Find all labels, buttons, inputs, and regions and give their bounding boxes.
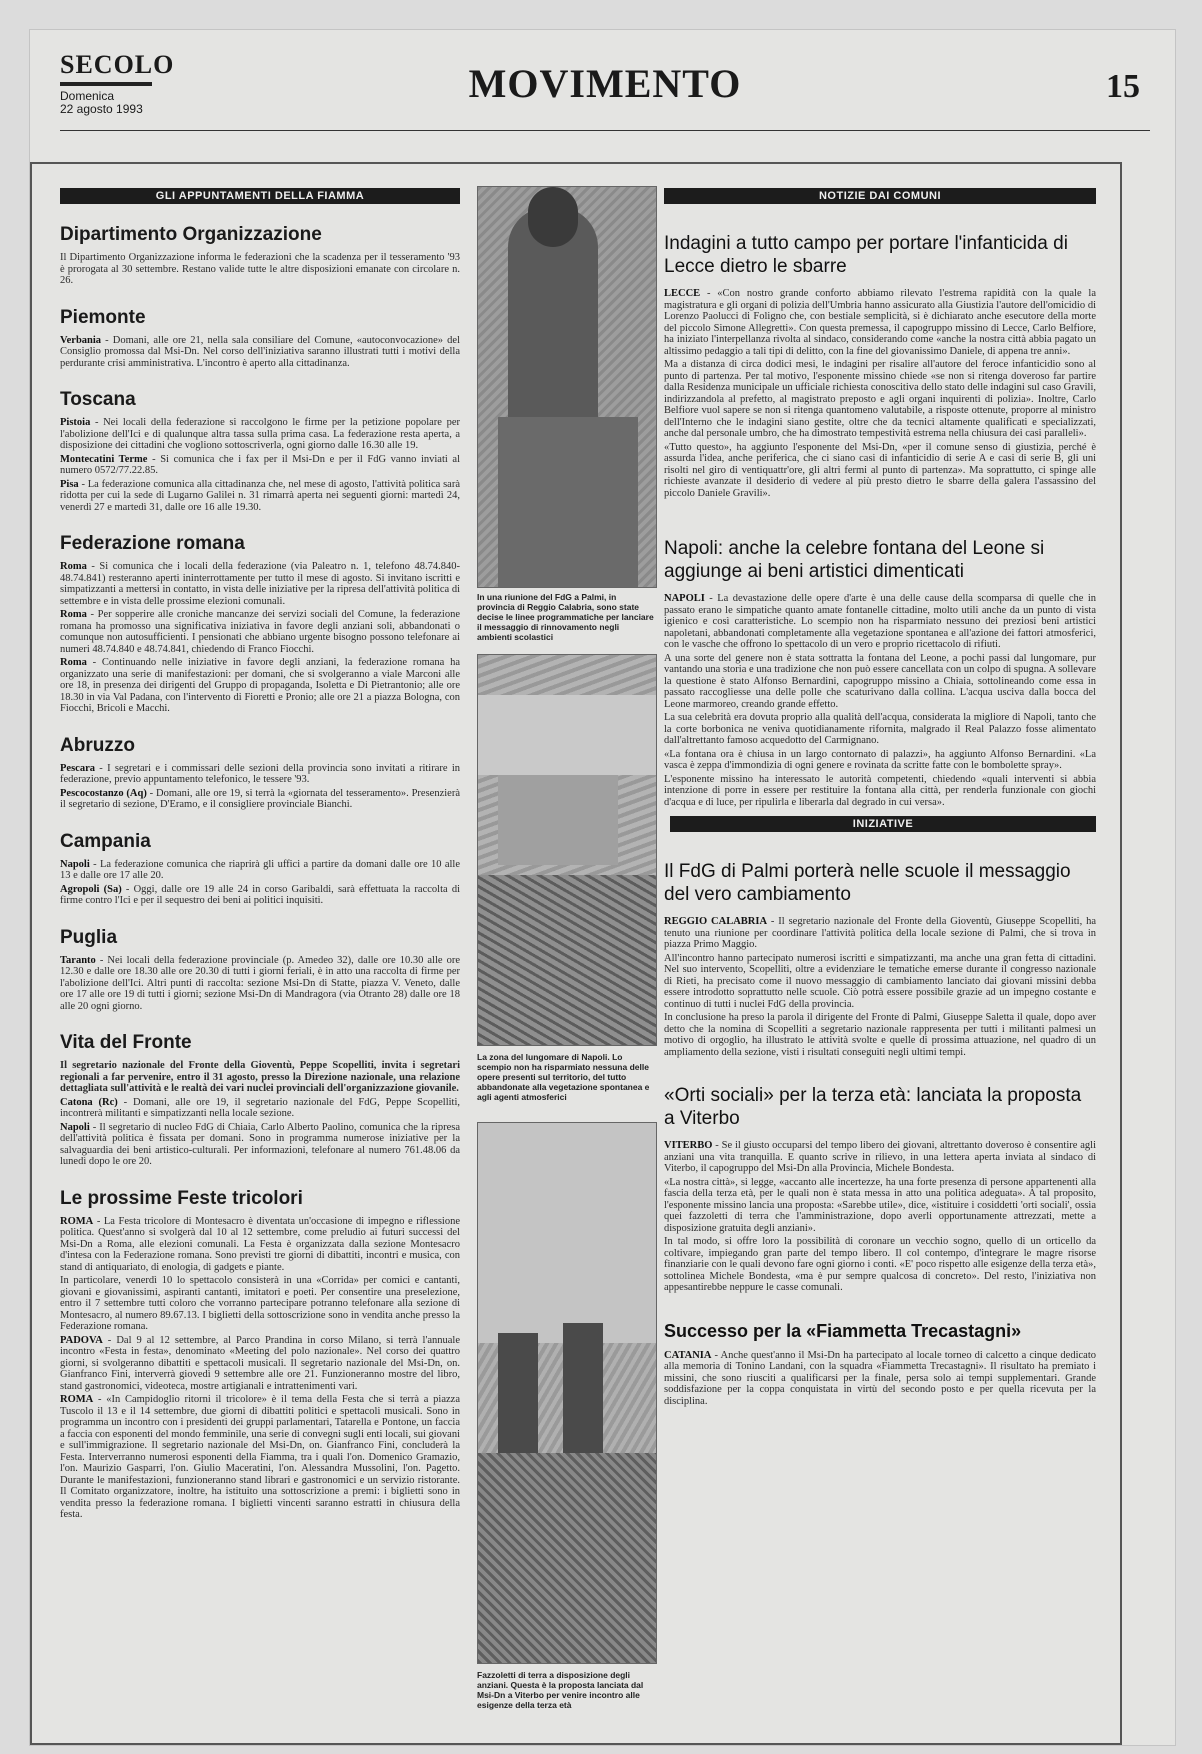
paragraph-text: - Per sopperire alle croniche mancanze dei servizi sociali del Comune, la federazione romana ha promosso una significativa iniziativa in favore degli anziani soli, abbandonati o comunque non autosufficienti. I pensionati che abbiano urgente bisogno possono telefonare ai numeri 48.74.840 e 48.74.841, chiedendo di Franco Fiocchi. <box>60 609 460 655</box>
region-heading: Piemonte <box>60 306 146 328</box>
issue-date-value: 22 agosto 1993 <box>60 102 143 116</box>
article-paragraph <box>664 1236 1096 1294</box>
paragraph-lead: NAPOLI <box>664 593 705 604</box>
section-title: MOVIMENTO <box>468 61 742 106</box>
paragraph-text: «La nostra città», si legge, «accanto alle incertezze, ha una forte presenza di persone appartenenti alla fascia della terza età, per le quali non è stata messa in atto una politica adeguata». A tal proposito, l'esponente missino lancia una proposta: «Sarebbe utile», dice, «istituire i cosiddetti 'orti sociali', ossia quei fazzoletti di terra che l'amministrazione, dopo averli opportunamente attrezzati, mette a disposizione gratuita degli anziani». <box>664 1176 1096 1234</box>
article-headline: Successo per la «Fiammetta Trecastagni» <box>664 1320 1022 1341</box>
region-heading: Le prossime Feste tricolori <box>60 1187 303 1209</box>
newspaper-logo: SECOLO <box>60 50 175 79</box>
paragraph-lead: VITERBO <box>664 1140 713 1151</box>
paragraph-text: - Domani, alle ore 21, nella sala consiliare del Comune, «autoconvocazione» del Consiglio promossa dal Msi-Dn. Nel corso dell'iniziativa saranno illustrati tutti i motivi della perdurante crisi amministrativa. L'incontro è aperto alla cittadinanza. <box>60 334 460 369</box>
initiative-articles <box>664 860 1096 1407</box>
article-paragraph <box>664 593 1096 651</box>
photo-palmi-meeting <box>477 186 657 588</box>
content-frame <box>30 162 1122 1745</box>
article-paragraph <box>664 1140 1096 1175</box>
paragraph-lead: Pescocostanzo (Aq) <box>60 787 147 799</box>
right-column <box>664 188 1096 1433</box>
region-heading: Toscana <box>60 389 136 410</box>
article-paragraph <box>60 252 460 287</box>
paragraph-lead: Agropoli (Sa) <box>60 883 122 895</box>
article-paragraph <box>60 1275 460 1333</box>
article-paragraph <box>60 763 460 786</box>
article-paragraph <box>664 916 1096 951</box>
article-paragraph <box>664 1177 1096 1235</box>
paragraph-text: All'incontro hanno partecipato numerosi iscritti e simpatizzanti, ma anche una gran fetta di cittadini. Nel suo intervento, Scopelliti, oltre a evidenziare le tematiche emerse durante il congresso nazionale di Rieti, ha precisato come il nuovo messaggio di cambiamento lanciato dai giovani missini debba essere introdotto soprattutto nelle scuole. Ciò potrà essere possibile grazie ad un impegno costante e continuo di tutti i nuclei FdG della provincia. <box>664 952 1096 1010</box>
caption-viterbo: Fazzoletti di terra a disposizione degli anziani. Questa è la proposta lanciata dal Msi-Dn a Viterbo per venire incontro alle esigenze della terza età <box>477 1670 644 1710</box>
paragraph-lead: CATANIA <box>664 1349 712 1361</box>
paragraph-text: In tal modo, si offre loro la possibilità di coronare un vecchio sogno, quello di un orticello da coltivare, impiegando gran parte del tempo libero. Il col contempo, d'integrare le magre risorse finanziarie con le quali devono fare ogni giorno i conti. «E' poco rispetto alle esigenze della terza età», sottolinea Michele Bondesta, «ma è pur sempre qualcosa di concreto». Del resto, l'iniziativa non appesantirebbe neppure le casse comunali. <box>664 1236 1096 1293</box>
article-paragraph <box>60 454 460 477</box>
region-heading: Campania <box>60 830 151 852</box>
paragraph-text: - Nei locali della federazione provinciale (p. Amedeo 32), dalle ore 10.30 alle ore 12.30 e dalle ore 18.30 alle ore 20.30 di tutti i giorni feriali, è in atto una raccolta di firme per l'abolizione dell'Ici. Altri punti di raccolta: sezione Msi-Dn di Statte, piazza V. Veneto, dalle ore 17 alle ore 19 di tutti i giorni; sezione Msi-Dn di Mandragora (via Otranto 28) dalle ore 18 alle 20 ogni giorno. <box>60 954 460 1012</box>
paragraph-text: Il Dipartimento Organizzazione informa le federazioni che la scadenza per il tesseramento '93 è prorogata al 30 settembre. Restano valide tutte le altre disposizioni emanate con circolare n. 26. <box>60 252 460 286</box>
article-paragraph <box>60 1335 460 1393</box>
article-paragraph <box>60 657 460 715</box>
paragraph-text: - Domani, alle ore 19, si terrà la «giornata del tesseramento». Presenzierà il segretario di sezione, D'Eramo, e il consigliere provinciale Bianchi. <box>60 787 460 810</box>
region-heading: Federazione romana <box>60 533 245 554</box>
article-paragraph <box>60 1122 460 1168</box>
paragraph-text: - Continuando nelle iniziative in favore degli anziani, la federazione romana ha organizzato una serie di manifestazioni: per domani, che si svolgeranno a viale Marconi alle ore 18, in presenza dei dirigenti del Gruppo di propaganda, Isoletta e Di Pietrantonio; alle ore 18.30 in via Val Padana, con l'intervento di Fioretti e Pronio; alle ore 21 a piazza Bologna, con Fiocchi, Bricoli e Macchi. <box>60 657 460 714</box>
article-paragraph <box>60 1216 460 1274</box>
left-column <box>60 188 460 1523</box>
paragraph-lead: PADOVA <box>60 1334 103 1346</box>
article-headline: «Orti sociali» per la terza età: lanciata la proposta a Viterbo <box>664 1085 1082 1129</box>
paragraph-lead: Napoli <box>60 1121 90 1133</box>
article-paragraph <box>60 884 460 907</box>
paragraph-text: - Anche quest'anno il Msi-Dn ha partecipato al locale torneo di calcetto a cinque dedicato alla memoria di Tonino Landani, con la squadra «Fiammetta Trecastagni». Il risultato ha premiato i missini, che sono riusciti a qualificarsi per la finale, persa solo ai tempi supplementari. Grande soddisfazione per la coppa conquistata in virtù del secondo posto e per quella ricevuta per la disciplina. <box>664 1349 1096 1407</box>
paragraph-text: L'esponente missino ha interessato le autorità competenti, chiedendo «quali interventi si abbia intenzione di porre in essere per restituire la fontana alla città, per renderla funzionale con giochi d'acqua e di luce, per ripulirla e liberarla dal degrado in cui versa». <box>664 773 1096 808</box>
caption-naples: La zona del lungomare di Napoli. Lo scempio non ha risparmiato nessuna delle opere presenti sul territorio, del tutto abbandonate alla vegetazione spontanea e agli agenti atmosferici <box>477 1052 650 1102</box>
paragraph-text: - Domani, alle ore 19, il segretario nazionale del FdG, Peppe Scopelliti, incontrerà militanti e simpatizzanti nella locale sezione. <box>60 1096 461 1119</box>
paragraph-lead: Catona (Rc) <box>60 1096 118 1108</box>
region-heading: Abruzzo <box>60 734 135 756</box>
article-paragraph <box>664 953 1096 1011</box>
article-paragraph <box>60 417 460 452</box>
article-headline: Indagini a tutto campo per portare l'infanticida di Lecce dietro le sbarre <box>664 233 1068 277</box>
middle-column <box>477 186 655 1726</box>
paragraph-lead: ROMA <box>60 1394 94 1405</box>
article-paragraph <box>664 1350 1096 1408</box>
paragraph-lead: Pisa <box>60 478 79 490</box>
article-paragraph <box>60 1060 460 1095</box>
region-heading: Puglia <box>60 926 118 948</box>
paragraph-text: A una sorte del genere non è stata sottratta la fontana del Leone, a pochi passi dal lungomare, pur vantando una storia e una tradizione che non può essere cancellata con un colpo di spugna. A sollevare la questione è stato Alfonso Bernardini, capogruppo missino a Chiaia, sottolineando come essa in passato raccogliesse una delle polle che scaturivano dalla collina. L'acqua usciva dalla bocca del Leone marmoreo, creando grande effetto. <box>664 652 1096 710</box>
paragraph-text: In conclusione ha preso la parola il dirigente del Fronte di Palmi, Giuseppe Saletta il quale, dopo aver detto che la nomina di Scopelliti a segretario nazionale rappresenta per tutti i militanti palmesi un motivo di orgoglio, ha illustrato le attività svolte e quelle di prossima attuazione, nel quadro di un ampliamento della sezione, visti i risultati conseguiti negli ultimi tempi. <box>664 1012 1096 1058</box>
caption-palmi: In una riunione del FdG a Palmi, in provincia di Reggio Calabria, sono state decise le linee programmatiche per lanciare il messaggio di rinnovamento negli ambienti scolastici <box>477 592 654 642</box>
paragraph-lead: Taranto <box>60 954 96 966</box>
paragraph-text: Ma a distanza di circa dodici mesi, le indagini per risalire all'autore del feroce infanticidio sono al punto di partenza. Per tal motivo, l'esponente missino chiede «se non si ritenga doveroso far partire dalla Residenza municipale un ufficiale richiesta conoscitiva dello stato delle indagini sul caso Gravili, indirizzandola al prefetto, al magistrato preposto e agli organi inquirenti di polizia». Inoltre, Carlo Belfiore vuol sapere se non si ritenga quantomeno valutabile, a risposte ottenute, proporre al ministro dell'Interno che le indagini siano gestite, oltre che da tecnici altamente qualificati e specializzati, anche dal personale umbro, che ha dimostrato tempestività estrema nella chiusura dei casi paralleli». <box>664 359 1096 439</box>
news-bar: NOTIZIE DAI COMUNI <box>664 188 1096 204</box>
paragraph-lead: Montecatini Terme <box>60 453 148 465</box>
article-paragraph <box>60 609 460 655</box>
paragraph-lead: Roma <box>60 657 87 668</box>
region-heading: Dipartimento Organizzazione <box>60 224 322 245</box>
article-paragraph <box>664 712 1096 747</box>
article-paragraph <box>60 1097 460 1120</box>
masthead-rule <box>60 130 1150 131</box>
paragraph-lead: Roma <box>60 609 87 620</box>
article-paragraph <box>60 955 460 1013</box>
paragraph-text: In particolare, venerdì 10 lo spettacolo consisterà in una «Corrida» per comici e cantanti, giovani e giovanissimi, aspiranti cantanti, imitatori e poeti. Per consentire una preselezione, entro il 7 settembre tutti coloro che vorranno partecipare potranno telefonare alla sezione di Montesacro, al numero 89.67.13. I biglietti della sottoscrizione sono in vendita anche presso la Federazione romana. <box>60 1275 460 1332</box>
news-article <box>664 1320 1096 1408</box>
paragraph-text: - La federazione comunica alla cittadinanza che, nel mese di agosto, l'attività politica sarà ridotta per cui la sede di Lugarno Galilei n. 31 rimarrà aperta nei seguenti giorni: martedì 24, venerdì 27 e martedì 31, dalle ore 16 alle 19.30. <box>60 478 460 513</box>
paragraph-text: - Il segretario nazionale del Fronte della Gioventù, Giuseppe Scopelliti, ha tenuto una riunione per coordinare l'attività politica della locale sezione di Palmi, che si trova in piazza Primo Maggio. <box>664 916 1096 950</box>
paragraph-text: - Si comunica che i locali della federazione (via Paleatro n. 1, telefono 48.74.840-48.74.841) resteranno aperti ininterrottamente per tutto il mese di agosto. Si invitano iscritti e simpatizzanti a mettersi in contatto, in vista delle iniziative per la ripresa dell'attività politica di settembre e in vista delle prossime elezioni comunali. <box>60 561 460 607</box>
article-paragraph <box>60 788 460 811</box>
article-paragraph <box>664 288 1096 357</box>
paragraph-lead: Verbania <box>60 334 102 346</box>
page-number: 15 <box>1106 68 1140 105</box>
article-paragraph <box>60 335 460 370</box>
paragraph-lead: Pescara <box>60 762 95 774</box>
article-paragraph <box>664 749 1096 772</box>
photo-viterbo-gardens <box>477 1122 657 1664</box>
paragraph-text: «Tutto questo», ha aggiunto l'esponente del Msi-Dn, «per il comune senso di giustizia, perché è assurda l'idea, anche periferica, che ci siano casi di infanticidio di serie A e casi di serie B, gli uni risolti nel giro di ventiquattr'ore, gli altri fermi al punto di partenza». Ma soprattutto, ci spinge alle richieste avanzate il desiderio di vedere al più presto dietro le sbarre della galera l'assassino del piccolo Daniele Gravili». <box>664 441 1096 499</box>
paragraph-text: - Oggi, dalle ore 19 alle 24 in corso Garibaldi, sarà effettuata la raccolta di firme contro l'Ici e per il sequestro dei beni ai politici inquisiti. <box>60 883 460 906</box>
news-article <box>664 860 1096 1058</box>
article-paragraph <box>60 1394 460 1521</box>
article-paragraph <box>60 561 460 607</box>
paragraph-lead: REGGIO CALABRIA <box>664 916 768 927</box>
paragraph-text: - Dal 9 al 12 settembre, al Parco Prandina in corso Milano, si terrà l'annuale incontro «Festa in festa», denominato «Meeting del polo nazionale». Nel corso dei quattro giorni, si svolgeranno dibattiti e spettacoli musicali. Il segretario nazionale del Msi-Dn, on. Gianfranco Fini, interverrà giovedì 9 settembre alle ore 21. Funzioneranno mostre del libro, stand gastronomici, videoteca, mostre artigianali e intrattenimenti vari. <box>60 1334 460 1392</box>
paragraph-text: - Nei locali della federazione si raccolgono le firme per la petizione popolare per l'abolizione dell'Ici e di qualunque altra tassa sulla prima casa. La federazione resta aperta, a disposizione dei cittadini che vogliono sottoscriverla, ogni giorno dalle 16.30 alle 19. <box>60 417 460 451</box>
paragraph-text: - La federazione comunica che riaprirà gli uffici a partire da domani dalle ore 10 alle 13 e dalle ore 17 alle 20. <box>60 858 460 881</box>
article-paragraph <box>664 442 1096 500</box>
paragraph-text: - «In Campidoglio ritorni il tricolore» è il tema della Festa che si terrà a piazza Tuscolo il 13 e il 14 settembre, due giorni di dibattiti politici e spettacoli musicali. Sono in programma un incontro con i presidenti dei gruppi parlamentari, Tatarella e Pontone, un faccia a faccia con esponenti del mondo femminile, una serie di convegni sugli enti locali, sui giovani e sull'immigrazione. Il segretario nazionale del Msi-Dn, on. Gianfranco Fini, concluderà la Festa. Interverranno numerosi esponenti della Fiamma, tra i quali l'on. Domenico Gramazio, l'on. Maurizio Gasparri, l'on. Giulio Maceratini, l'on. Alessandra Mussolini, l'on. Pagetto. Durante le manifestazioni, funzioneranno stand librari e gastronomici e un servizio ristorante. Il Comitato organizzatore, inoltre, ha istituito una sottoscrizione a premi: i biglietti sono in vendita presso la federazione romana. I biglietti vincenti saranno estratti in chiusura della festa. <box>60 1394 460 1520</box>
news-article <box>664 232 1096 499</box>
paragraph-text: - I segretari e i commissari delle sezioni della provincia sono invitati a ritirare in federazione, previo appuntamento telefonico, le tessere '93. <box>60 762 460 785</box>
paragraph-text: «La fontana ora è chiusa in un largo contornato di palazzi», ha aggiunto Alfonso Bernardini. «La vasca è zeppa d'immondizia di ogni genere e rovinata da scritte fatte con le bombolette spray». <box>664 748 1096 771</box>
news-articles <box>664 232 1096 808</box>
paragraph-text: - «Con nostro grande conforto abbiamo rilevato l'estrema rapidità con la quale la magistratura e gli organi di polizia dell'Umbria hanno assicurato alla Giustizia l'autore dell'omicidio di Lorenzo Paolucci di Foligno che, con bestiale semplicità, si è dichiarato anche esecutore della morte del piccolo Simone Allegretti». Con questa premessa, il capogruppo missino di Lecce, Carlo Belfiore, ha iniziato l'interpellanza rivolta al sindaco, considerando come «anche la nostra città abbia pagato un altissimo pedaggio a tali tipi di delitto, con la fine del giovanissimo Daniele, di appena tre anni». <box>664 288 1096 357</box>
paragraph-lead: ROMA <box>60 1215 94 1227</box>
paragraph-lead: Pistoia <box>60 417 91 428</box>
article-headline: Napoli: anche la celebre fontana del Leone si aggiunge ai beni artistici dimenticati <box>664 538 1045 582</box>
paragraph-text: - Il segretario di nucleo FdG di Chiaia, Carlo Alberto Paolino, comunica che la ripresa dell'attività politica è fissata per domani. Sono in programma numerose iniziative per la salvaguardia dei beni artistico-culturali. Per informazioni, telefonare al numero 761.48.06 da lunedì dopo le ore 20. <box>60 1121 460 1167</box>
article-paragraph <box>60 479 460 514</box>
appointments-bar: GLI APPUNTAMENTI DELLA FIAMMA <box>60 188 460 204</box>
article-headline: Il FdG di Palmi porterà nelle scuole il messaggio del vero cambiamento <box>664 861 1071 905</box>
appointments-list <box>60 224 460 1521</box>
paragraph-text: - La Festa tricolore di Montesacro è diventata un'occasione di impegno e riflessione politica. Quest'anno si svolgerà dal 10 al 12 settembre, come preludio ai futuri successi del Msi-Dn a Roma, alle elezioni comunali. La Festa è organizzata dalla sezione Montesacro d'intesa con la Federazione romana. Sono previsti tre giorni di dibattiti, incontri e musica, con stand di antiquariato, di enologia, di gadgets e piante. <box>60 1215 460 1273</box>
paragraph-text: Il segretario nazionale del Fronte della Gioventù, Peppe Scopelliti, invita i segretari regionali a far pervenire, entro il 31 agosto, presso la Direzione nazionale, una relazione dettagliata sull'attività e le realtà dei vari nuclei provinciali dell'organizzazione giovanile. <box>60 1060 460 1094</box>
article-paragraph <box>60 859 460 882</box>
article-paragraph <box>664 653 1096 711</box>
photo-naples-seafront <box>477 654 657 1046</box>
paragraph-text: La sua celebrità era dovuta proprio alla qualità dell'acqua, considerata la migliore di Napoli, tanto che la corte borbonica ne veniva quotidianamente rifornita, malgrado il Real Palazzo fosse alimentato dall'altrettanto famoso acquedotto del Carmignano. <box>664 712 1096 746</box>
paragraph-text: - La devastazione delle opere d'arte è una delle cause della scomparsa di quelle che in passato erano le simpatiche quanto amate fontanelle cittadine, molto utili anche da un punto di vista igienico e così caratteristiche. Lo scempio non ha risparmiato nessuno dei preziosi beni artistici napoletani, abbandonati completamente alla vegetazione spontanea e all'azione dei fattori atmosferici, con le vasche che offrono lo spettacolo di un vero e proprio ricettacolo di rifiuti. <box>664 593 1096 650</box>
region-heading: Vita del Fronte <box>60 1032 192 1053</box>
paragraph-text: - Se il giusto occuparsi del tempo libero dei giovani, altrettanto doveroso è consentire agli anziani una vita tranquilla. E quanto scrive in rilievo, in una lettera aperta inviata al sindaco di Viterbo, il capogruppo del Msi-Dn alla Provincia, Michele Bondesta. <box>664 1140 1096 1174</box>
paragraph-lead: LECCE <box>664 288 701 299</box>
news-article <box>664 1084 1096 1294</box>
paragraph-lead: Napoli <box>60 858 90 870</box>
paragraph-lead: Roma <box>60 561 87 572</box>
initiatives-bar: INIZIATIVE <box>670 816 1096 832</box>
article-paragraph <box>664 774 1096 809</box>
masthead <box>60 30 1150 130</box>
issue-day: Domenica <box>60 89 115 103</box>
news-article <box>664 537 1096 808</box>
article-paragraph <box>664 359 1096 440</box>
paragraph-text: - Si comunica che i fax per il Msi-Dn e per il FdG vanno inviati al numero 0572/77.22.85. <box>60 453 460 476</box>
article-paragraph <box>664 1012 1096 1058</box>
